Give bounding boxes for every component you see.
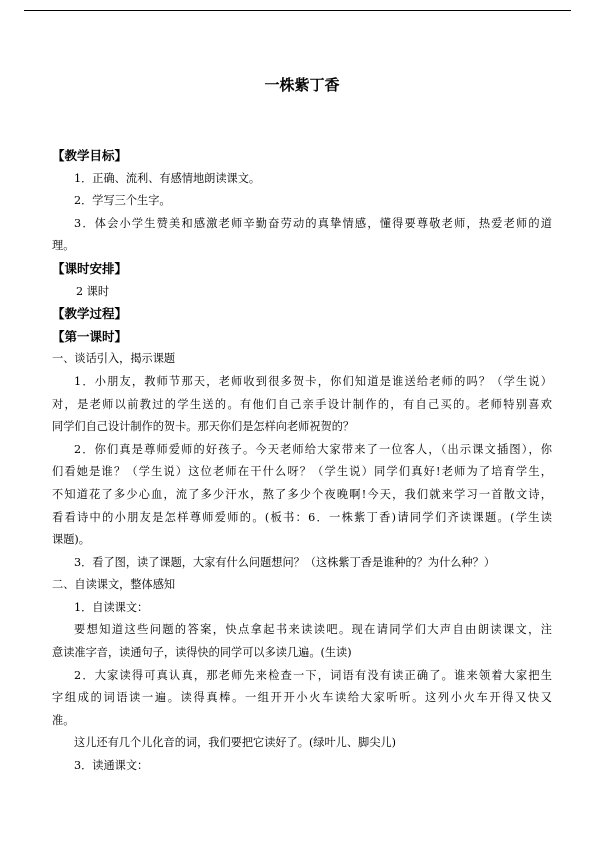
text-line: 要想知道这些问题的答案，快点拿起书来读读吧。现在请同学们大声自由朗读课文，注 — [74, 623, 552, 637]
document-page — [52, 70, 552, 778]
text-line: 二、自读课文，整体感知 — [52, 578, 176, 592]
text-line: 们看她是谁？（学生说）这位老师在干什么呀？（学生说）同学们真好!老师为了培育学生， — [52, 465, 552, 479]
section-heading: 【教学目标】 — [52, 148, 128, 163]
text-line: 3．看了图，读了课题，大家有什么问题想问？（这株紫丁香是谁种的？为什么种？） — [74, 555, 496, 569]
text-line: 同学们自己设计制作的贺卡。那天你们是怎样向老师祝贺的？ — [52, 420, 355, 434]
text-line: 准。 — [52, 713, 75, 727]
text-line: 这儿还有几个儿化音的词，我们要把它读好了。(绿叶儿、脚尖儿) — [74, 736, 396, 750]
section-heading: 【教学过程】 — [52, 306, 128, 322]
text-line: 1．正确、流利、有感情地朗读课文。 — [74, 171, 261, 185]
header-rule — [24, 10, 571, 11]
text-line: 2．你们真是尊师爱师的好孩子。今天老师给大家带来了一位客人，（出示课文插图），你 — [74, 442, 552, 456]
text-line: 3．读通课文： — [74, 759, 149, 773]
text-line: 不知道花了多少心血，流了多少汗水，熬了多少个夜晚啊!今天，我们就来学习一首散文诗， — [52, 487, 552, 501]
text-line: 一、谈话引入，揭示课题 — [52, 352, 176, 366]
text-line: 看看诗中的小朋友是怎样尊师爱师的。(板书：6．一株紫丁香)请同学们齐读课题。(学生读 — [52, 510, 552, 524]
section-heading: 【课时安排】 — [52, 260, 128, 276]
text-line: 3．体会小学生赞美和感激老师辛勤奋劳动的真挚情感，懂得要尊敬老师，热爱老师的道 — [74, 216, 552, 230]
text-line: 理。 — [52, 239, 75, 253]
document-body — [52, 145, 552, 778]
text-line: 字组成的词语读一遍。读得真棒。一组开开小火车读给大家听听。这列小火车开得又快又 — [52, 691, 552, 705]
text-line: 2．学写三个生字。 — [74, 194, 171, 208]
title-spacing — [52, 100, 552, 145]
text-line: 对，是老师以前教过的学生送的。有他们自己亲手设计制作的，有自己买的。老师特别喜欢 — [52, 397, 552, 411]
text-line: 课题)。 — [52, 533, 90, 547]
text-line: 2 课时 — [76, 284, 110, 298]
text-line: 1．自读课文： — [74, 600, 149, 614]
section-heading: 【第一课时】 — [52, 328, 128, 344]
document-title: 一株紫丁香 — [264, 76, 340, 94]
text-line: 1．小朋友，教师节那天，老师收到很多贺卡，你们知道是谁送给老师的吗？（学生说） — [74, 374, 552, 388]
text-line: 2．大家读得可真认真，那老师先来检查一下，词语有没有读正确了。谁来领着大家把生 — [74, 668, 552, 682]
text-line: 意读准字音，读通句子，读得快的同学可以多读几遍。(生读) — [52, 646, 352, 660]
